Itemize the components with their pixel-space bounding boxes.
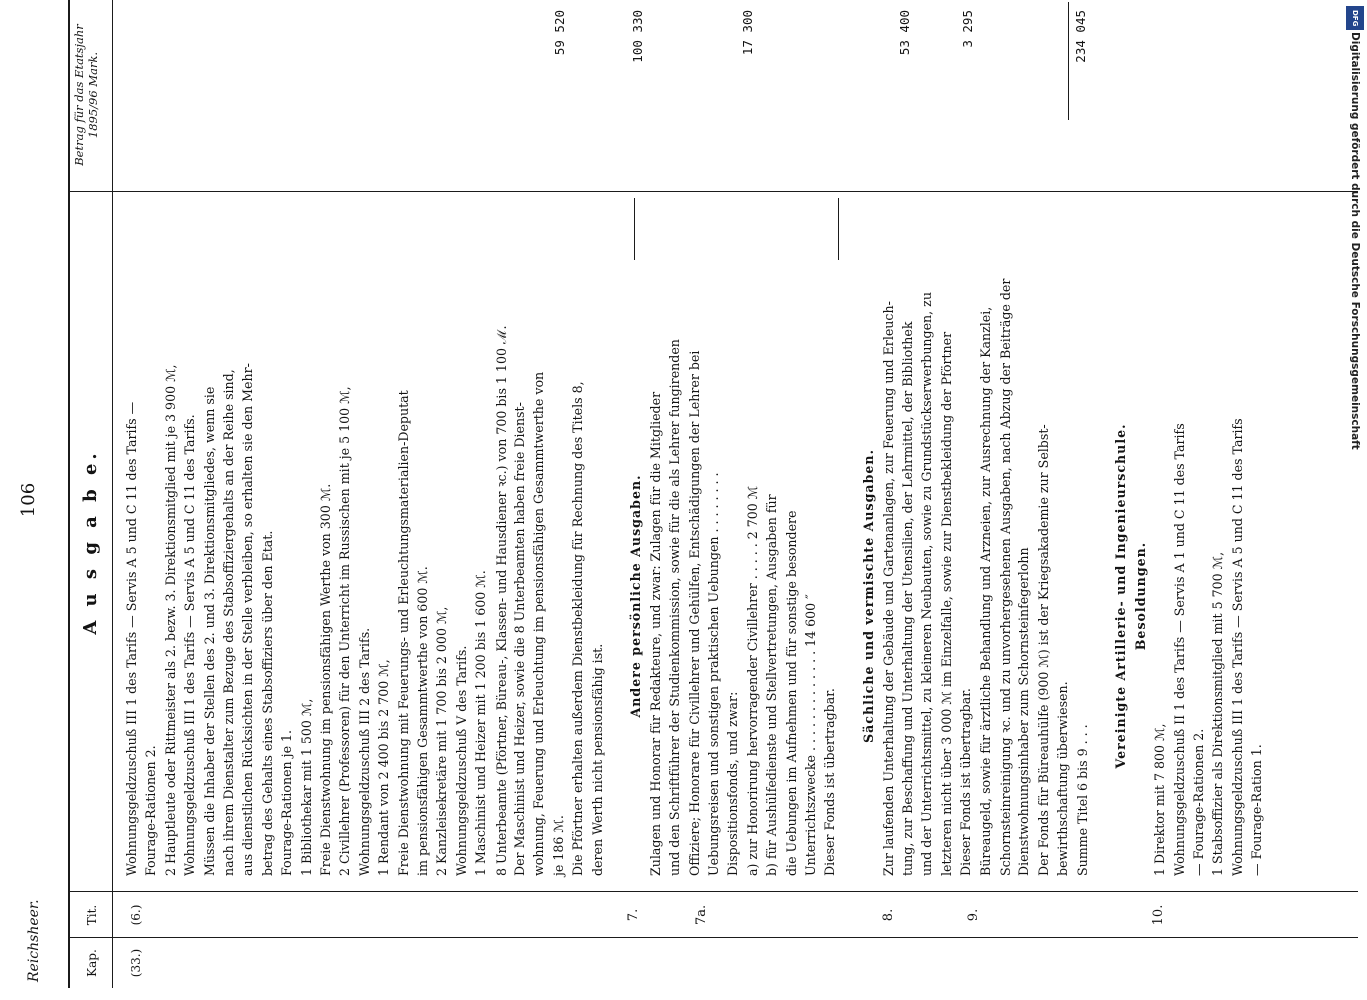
text-line: b) für Aushülfedienste und Stellvertretungen, Ausgaben für — [764, 494, 780, 876]
sum-rule — [1068, 2, 1069, 120]
section-heading: Besoldungen. — [1132, 541, 1148, 651]
text-line: Die Pförtner erhalten außerdem Dienstbekleidung für Rechnung des Titels 8, — [570, 381, 586, 876]
column-header-kap: Kap. — [85, 949, 99, 977]
text-line: Der Fonds für Büreauhülfe (900 ℳ) ist der Kriegsakademie zur Selbst- — [1035, 424, 1051, 876]
text-line: und den Schriftführer der Studienkommission, sowie für die als Lehrer fungirenden — [667, 339, 683, 876]
text-line: Dispositionsfonds, und zwar: — [725, 691, 741, 876]
text-line: Wohnungsgeldzuschuß III 1 des Tarifs — Servis A 5 und C 11 des Tarifs — — [124, 401, 139, 876]
column-header-tit: Tit. — [85, 904, 99, 926]
text-line: Wohnungsgeldzuschuß III 1 des Tarifs — Servis A 5 und C 11 des Tarifs — [1229, 418, 1245, 876]
text-line: Fourage-Rationen je 1. — [279, 729, 295, 876]
digitization-note — [1347, 32, 1363, 672]
dfg-logo: DFG — [1346, 6, 1364, 30]
text-line: Unterrichtszwecke . . . . . . . . . . . . . 14 600 ″ — [803, 594, 818, 876]
tit-marker: 8. — [881, 908, 896, 922]
subtotal-rule — [634, 198, 635, 260]
amount-value: 100 330 — [630, 10, 645, 63]
text-line: 1 Bibliothekar mit 1 500 ℳ, — [298, 698, 314, 876]
text-line: und der Unterrichtsmittel, zu kleineren Neubauten, sowie zu Grundstückserwerbungen, zu — [919, 292, 935, 876]
amount-value: 59 520 — [552, 10, 567, 56]
text-line: Schornsteinreinigung ꝛc. und zu unvorhergesehenen Ausgaben, nach Abzug der Beiträge der — [998, 278, 1013, 876]
text-line: wohnung, Feuerung und Erleuchtung im pensionsfähigen Gesammtwerthe von — [531, 371, 547, 876]
text-line: 2 Civillehrer (Professoren) für den Unterricht im Russischen mit je 5 100 ℳ, — [337, 386, 353, 876]
sum-value: 234 045 — [1073, 10, 1088, 63]
text-line: Büreaugeld, sowie für ärztliche Behandlung und Arzneien, zur Ausrechnung der Kanzlei, — [977, 306, 993, 876]
text-line: letzteren nicht über 3 000 ℳ im Einzelfalle, sowie zur Dienstbekleidung der Pförtner — [938, 331, 954, 876]
text-line: 2 Hauptleute oder Rittmeister als 2. bezw. 3. Direktionsmitglied mit je 3 900 ℳ, — [162, 364, 178, 876]
top-rule — [68, 0, 70, 988]
text-line: Freie Dienstwohnung mit Feuerungs- und Erleuchtungsmaterialien-Deputat — [395, 390, 411, 876]
text-line: Freie Dienstwohnung im pensionsfähigen Werthe von 300 ℳ. — [318, 483, 333, 876]
text-line: im pensionsfähigen Gesammtwerthe von 600 ℳ. — [415, 566, 430, 876]
text-line: 8 Unterbeamte (Pförtner, Büreau-, Klassen- und Hausdiener ꝛc.) von 700 bis 1 100 ℳ. — [493, 325, 509, 876]
tit-marker: 9. — [966, 908, 981, 922]
text-line: Wohnungsgeldzuschuß III 2 des Tarifs. — [356, 627, 372, 876]
text-line: — Fourage-Rationen 2. — [1191, 728, 1206, 876]
text-line: betrag des Gehalts eines Stabsoffiziers über den Etat. — [259, 530, 275, 876]
text-line: Wohnungsgeldzuschuß II 1 des Tarifs — Servis A 1 und C 11 des Tarifs — [1171, 423, 1187, 876]
section-heading: Vereinigte Artillerie- und Ingenieurschule. — [1113, 423, 1129, 769]
text-line: nach ihrem Dienstalter zum Bezuge des Stabsoffiziergehalts an der Reihe sind, — [221, 369, 236, 876]
text-line: Müssen die Inhaber der Stellen des 2. und 3. Direktionsmitgliedes, wenn sie — [201, 386, 217, 876]
text-line: 1 Maschinist und Heizer mit 1 200 bis 1 600 ℳ. — [473, 570, 489, 876]
text-line: 1 Stabsoffizier als Direktionsmitglied mit 5 700 ℳ, — [1210, 551, 1226, 876]
section-heading: Andere persönliche Ausgaben. — [628, 474, 644, 718]
text-line: a) zur Honorirung hervorragender Civillehrer . . . . . 2 700 ℳ — [744, 485, 760, 876]
text-line: Der Maschinist und Heizer, sowie die 8 Unterbeamten haben freie Dienst- — [512, 402, 527, 876]
text-line: Fourage-Rationen 2. — [143, 745, 159, 876]
text-line: 1 Direktor mit 7 800 ℳ, — [1152, 723, 1168, 876]
tit-marker: 7. — [626, 908, 641, 922]
section-heading: Sächliche und vermischte Ausgaben. — [861, 449, 877, 743]
text-line: Dieser Fonds ist übertragbar. — [958, 688, 974, 876]
text-line: Summe Titel 6 bis 9 . . . — [1074, 724, 1090, 876]
body-text — [124, 196, 1364, 876]
page-number: 106 — [18, 482, 39, 518]
column-divider-amount — [68, 191, 1358, 192]
text-line: Dienstwohnungsinhaber zum Schornsteinfegerlohn — [1016, 547, 1032, 876]
digitization-note-text: Digitalisierung gefördert durch die Deutsche Forschungsgemeinschaft — [1349, 32, 1361, 450]
column-header-main: A u s g a b e. — [80, 449, 101, 635]
kap-value: (33.) — [129, 948, 143, 978]
tit-value: (6.) — [129, 904, 143, 926]
text-line: je 186 ℳ. — [550, 815, 566, 876]
header-rule — [112, 0, 113, 988]
column-header-amount: Betrag für das Etatsjahr 1895/96 Mark. — [72, 24, 100, 166]
text-line: Wohnungsgeldzuschuß III 1 des Tarifs — Servis A 5 und C 11 des Tarifs. — [182, 414, 198, 876]
text-line: Dieser Fonds ist übertragbar. — [822, 688, 838, 876]
text-line: Zulagen und Honorar für Redakteure, und zwar: Zulagen für die Mitglieder — [647, 391, 663, 876]
text-line: Uebungsreisen und sonstigen praktischen Uebungen . . . . . . . . — [706, 472, 721, 876]
text-line: die Uebungen im Aufnehmen und für sonstige besondere — [783, 510, 799, 876]
text-line: — Fourage-Ration 1. — [1249, 744, 1265, 876]
text-line: Wohnungsgeldzuschuß V des Tarifs. — [453, 645, 469, 876]
amount-value: 17 300 — [740, 10, 755, 56]
text-line: bewirthschaftung überwiesen. — [1055, 681, 1071, 876]
text-line: deren Werth nicht pensionsfähig ist. — [589, 643, 605, 876]
tit-marker: 7a. — [694, 904, 709, 926]
text-line: Offiziere; Honorare für Civillehrer und Gehülfen, Entschädigungen der Lehrer bei — [686, 350, 702, 876]
text-line: tung, zur Beschaffung und Unterhaltung der Utensilien, der Lehrmittel, der Bibliothek — [900, 321, 915, 876]
amount-value: 53 400 — [897, 10, 912, 56]
amount-value: 3 295 — [960, 10, 975, 48]
text-line: 2 Kanzleisekretäre mit 1 700 bis 2 000 ℳ, — [434, 606, 450, 876]
subtotal-rule — [838, 198, 839, 260]
text-line: aus dienstlichen Rücksichten in der Stelle verbleiben, so erhalten sie den Mehr- — [240, 363, 256, 876]
text-line: 1 Rendant von 2 400 bis 2 700 ℳ, — [376, 659, 392, 876]
tit-marker: 10. — [1151, 904, 1166, 926]
section-title: Reichsheer. — [26, 899, 42, 982]
text-line: Zur laufenden Unterhaltung der Gebäude und Gartenanlagen, zur Feuerung und Erleuch- — [880, 301, 896, 876]
